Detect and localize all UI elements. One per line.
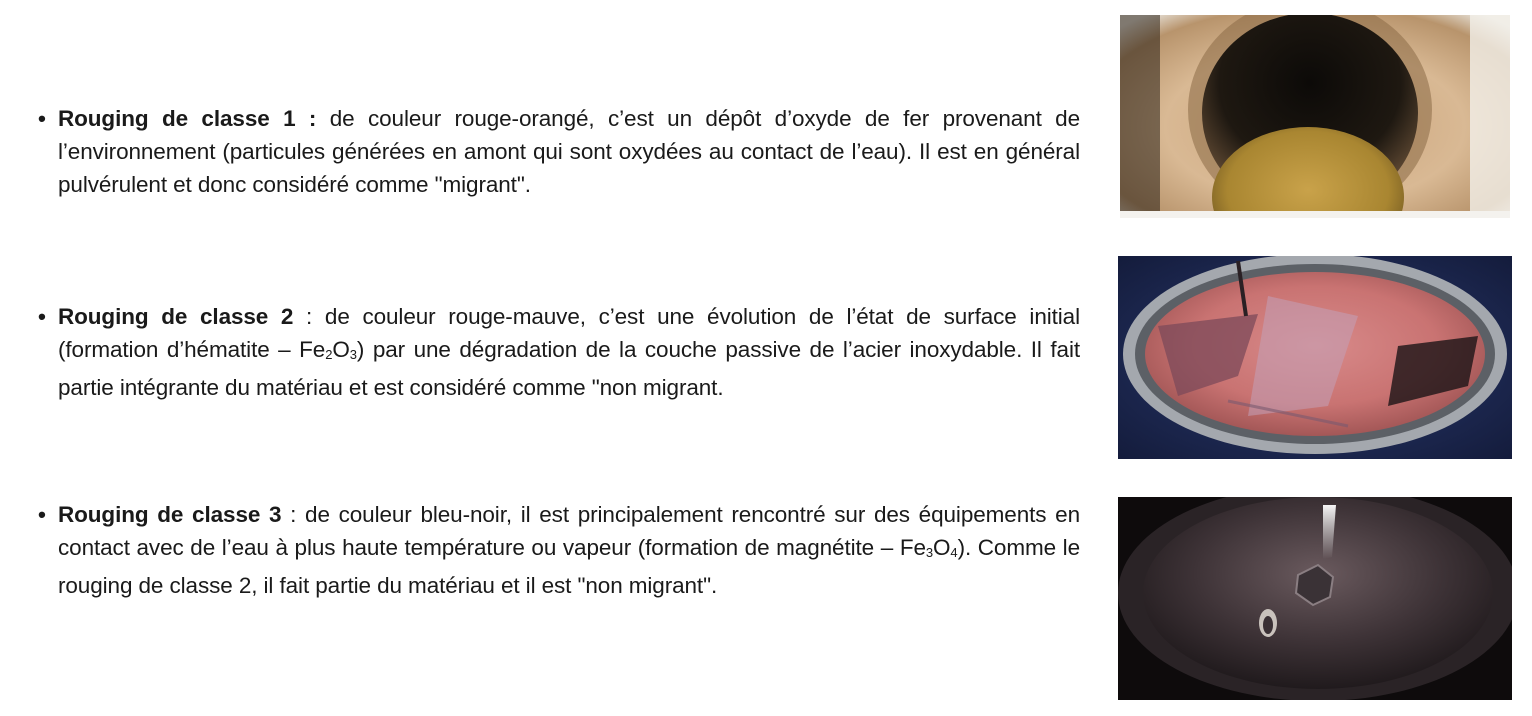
black-rouging-vessel-illustration — [1118, 497, 1512, 700]
orange-rouging-pipe-photo — [1120, 15, 1510, 218]
purple-rouging-vessel-photo — [1118, 256, 1512, 459]
rouging-class-3-term: Rouging de classe 3 — [58, 502, 282, 527]
rouging-class-1-paragraph — [38, 102, 1080, 201]
rouging-class-1-text: de couleur rouge-orangé, c’est un dépôt d’oxyde de fer provenant de l’environnement (particules générées en amont qui sont oxydées au contact de l’eau). Il est en général pulvérulent et donc considéré comme "migrant". — [58, 106, 1080, 197]
purple-rouging-vessel-illustration — [1118, 256, 1512, 459]
rouging-class-2-term: Rouging de classe 2 — [58, 304, 294, 329]
rouging-class-3-paragraph — [38, 498, 1080, 602]
orange-rouging-pipe-illustration — [1120, 15, 1510, 218]
rouging-class-2-text-after: ) par une dégradation de la couche passive de l’acier inoxydable. Il fait partie intégrante du matériau et est considéré comme "non migrant. — [58, 337, 1080, 400]
rouging-class-2-text-before: : de couleur rouge-mauve, c’est une évolution de l’état de surface initial (formation d’hématite – — [58, 304, 1080, 362]
rouging-class-3-text-after: ). Comme le rouging de classe 2, il fait partie du matériau et il est "non migrant". — [58, 535, 1080, 598]
rouging-class-1-term: Rouging de classe 1 : — [58, 106, 317, 131]
hematite-formula: Fe2O3 — [299, 337, 357, 362]
rouging-class-3-item — [38, 498, 1080, 602]
bullet-icon: • — [38, 304, 46, 329]
rouging-class-1-item — [38, 102, 1080, 201]
magnetite-formula: Fe3O4 — [899, 535, 958, 560]
black-rouging-vessel-photo — [1118, 497, 1512, 700]
rouging-class-2-item — [38, 300, 1080, 404]
bullet-icon: • — [38, 502, 46, 527]
rouging-class-2-paragraph — [38, 300, 1080, 404]
bullet-icon: • — [38, 106, 46, 131]
rouging-class-3-text-before: : de couleur bleu-noir, il est principalement rencontré sur des équipements en contact avec de l’eau à plus haute température ou vapeur (formation de magnétite – — [58, 502, 1080, 560]
